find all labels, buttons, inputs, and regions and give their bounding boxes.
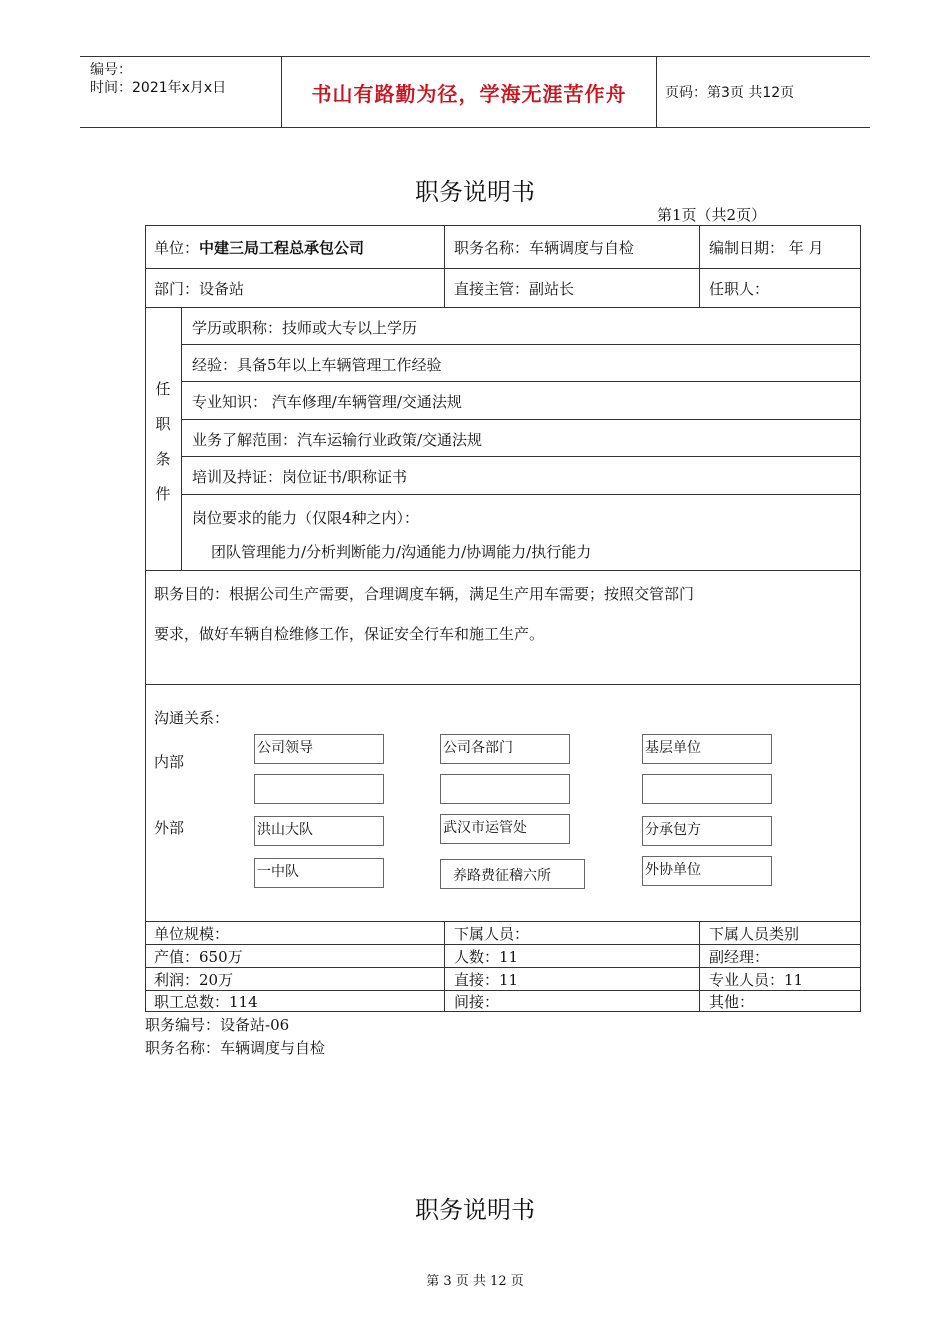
- internal-box: [642, 774, 772, 804]
- training-cell: 培训及持证：岗位证书/职称证书: [192, 468, 408, 486]
- purpose-line2: 要求，做好车辆自检维修工作，保证安全行车和施工生产。: [154, 625, 545, 643]
- education-cell: 学历或职称：技师或大专以上学历: [192, 319, 418, 337]
- doc-title: 职务说明书: [415, 178, 535, 206]
- comm-label: 沟通关系：: [154, 709, 230, 727]
- internal-box: [440, 774, 570, 804]
- page-footer: 第 3 页 共 12 页: [426, 1274, 524, 1289]
- external-box: 外协单位: [642, 856, 772, 886]
- job-description-table: [145, 225, 861, 1012]
- subordinates-label: 下属人员：: [454, 925, 530, 943]
- internal-box: 公司各部门: [440, 734, 570, 764]
- professional: 专业人员：11: [709, 971, 804, 989]
- scale-label: 单位规模：: [154, 925, 230, 943]
- serial-label: 编号：: [90, 62, 132, 78]
- internal-box: 公司领导: [254, 734, 384, 764]
- header-meta: [90, 61, 226, 97]
- conditions-label: 任 职 条 件: [155, 380, 171, 503]
- total-staff: 职工总数：114: [154, 993, 258, 1011]
- job-code: 职务编号：设备站-06: [145, 1016, 290, 1034]
- other: 其他：: [709, 993, 755, 1011]
- external-box: 洪山大队: [254, 816, 384, 846]
- direct: 直接：11: [454, 971, 519, 989]
- knowledge-cell: 专业知识： 汽车修理/车辆管理/交通法规: [192, 393, 462, 411]
- unit-label: 单位：: [154, 239, 200, 257]
- deputy-manager: 副经理：: [709, 948, 770, 966]
- doc-title-2: 职务说明书: [415, 1196, 535, 1224]
- subordinate-types-label: 下属人员类别: [709, 925, 800, 943]
- headcount: 人数：11: [454, 948, 519, 966]
- ability-label: 岗位要求的能力（仅限4种之内）：: [192, 509, 420, 527]
- time-label: 时间：2021年x月x日: [90, 80, 227, 96]
- dept-cell: 部门：设备站: [154, 280, 245, 298]
- job-name-footer: 职务名称：车辆调度与自检: [145, 1039, 326, 1057]
- experience-cell: 经验：具备5年以上车辆管理工作经验: [192, 356, 442, 374]
- purpose-line1: 职务目的：根据公司生产需要，合理调度车辆，满足生产用车需要；按照交管部门: [154, 585, 695, 603]
- external-box: 分承包方: [642, 816, 772, 846]
- abilities-list: 团队管理能力/分析判断能力/沟通能力/协调能力/执行能力: [211, 543, 592, 561]
- indirect: 间接：: [454, 993, 500, 1011]
- output-value: 产值：650万: [154, 948, 243, 966]
- header-page-info: 页码：第3页 共12页: [665, 85, 795, 101]
- external-label: 外部: [154, 819, 185, 837]
- internal-box: 基层单位: [642, 734, 772, 764]
- compile-date-cell: 编制日期： 年 月: [709, 239, 824, 257]
- page-count: 第1页（共2页）: [657, 206, 767, 224]
- unit-cell: [154, 238, 364, 258]
- profit: 利润：20万: [154, 971, 234, 989]
- external-box: 武汉市运管处: [440, 814, 570, 844]
- external-box: 养路费征稽六所: [440, 859, 585, 889]
- header-divider: [656, 57, 657, 127]
- page-header: [80, 56, 870, 128]
- business-scope-cell: 业务了解范围：汽车运输行业政策/交通法规: [192, 431, 483, 449]
- unit-value: 中建三局工程总承包公司: [199, 239, 365, 257]
- job-name-cell: 职务名称：车辆调度与自检: [454, 239, 635, 257]
- incumbent-cell: 任职人：: [709, 280, 770, 298]
- external-box: 一中队: [254, 858, 384, 888]
- internal-box: [254, 774, 384, 804]
- supervisor-cell: 直接主管：副站长: [454, 280, 575, 298]
- internal-label: 内部: [154, 753, 185, 771]
- motto: 书山有路勤为径，学海无涯苦作舟: [311, 81, 627, 106]
